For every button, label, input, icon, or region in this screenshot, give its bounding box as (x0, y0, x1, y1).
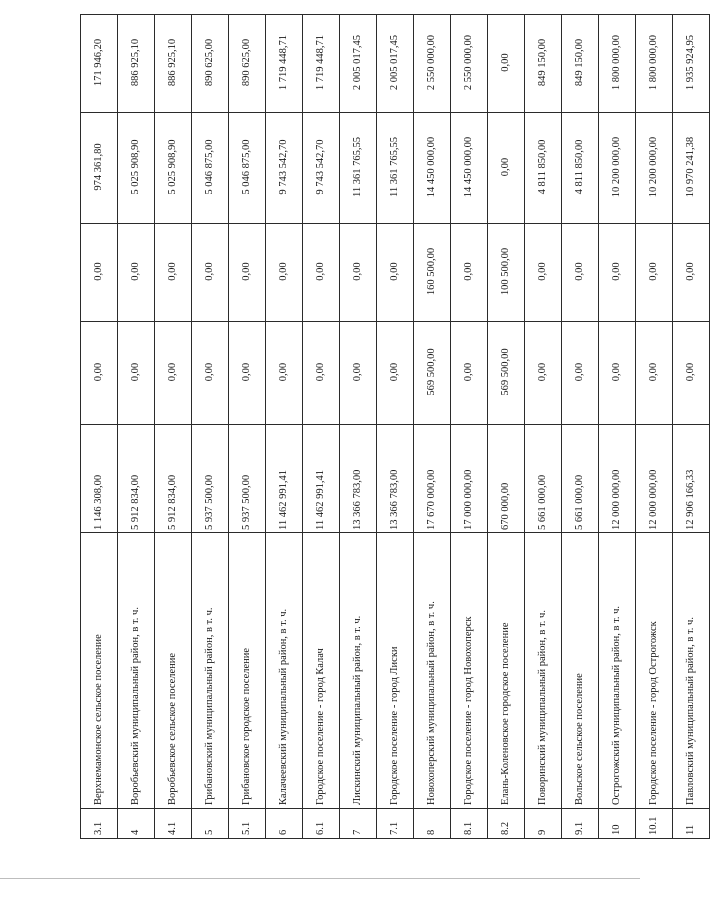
cell-v5: 886 925,10 (118, 15, 155, 113)
cell-v2: 0,00 (562, 322, 599, 425)
cell-v4: 5 046 875,00 (229, 113, 266, 224)
cell-v2: 0,00 (599, 322, 636, 425)
cell-v1: 11 462 991,41 (266, 425, 303, 533)
cell-name: Воробьевский муниципальный район, в т. ч. (118, 533, 155, 809)
cell-v2: 0,00 (155, 322, 192, 425)
cell-v5: 171 946,20 (81, 15, 118, 113)
cell-name: Воробьевское сельское поселение (155, 533, 192, 809)
cell-no: 6.1 (303, 809, 340, 839)
cell-name: Поворинский муниципальный район, в т. ч. (525, 533, 562, 809)
cell-no: 8 (414, 809, 451, 839)
cell-v1: 17 670 000,00 (414, 425, 451, 533)
cell-v2: 0,00 (340, 322, 377, 425)
cell-v4: 4 811 850,00 (525, 113, 562, 224)
cell-v5: 1 719 448,71 (303, 15, 340, 113)
cell-v4: 11 361 765,55 (340, 113, 377, 224)
cell-no: 10.1 (636, 809, 673, 839)
cell-v4: 5 046 875,00 (192, 113, 229, 224)
cell-name: Городское поселение - город Лиски (377, 533, 414, 809)
cell-v3: 100 500,00 (488, 224, 525, 322)
cell-v1: 11 462 991,41 (303, 425, 340, 533)
table-row (525, 15, 562, 839)
cell-v4: 0,00 (488, 113, 525, 224)
cell-v1: 1 146 308,00 (81, 425, 118, 533)
cell-no: 9 (525, 809, 562, 839)
cell-v2: 0,00 (377, 322, 414, 425)
table-body (81, 15, 710, 839)
cell-v1: 5 937 500,00 (229, 425, 266, 533)
table-row (414, 15, 451, 839)
cell-v3: 0,00 (562, 224, 599, 322)
cell-v3: 0,00 (525, 224, 562, 322)
cell-v4: 9 743 542,70 (303, 113, 340, 224)
table-row (451, 15, 488, 839)
cell-v5: 890 625,00 (192, 15, 229, 113)
cell-v3: 0,00 (340, 224, 377, 322)
cell-v2: 0,00 (266, 322, 303, 425)
cell-v1: 5 937 500,00 (192, 425, 229, 533)
cell-v2: 0,00 (451, 322, 488, 425)
cell-no: 8.2 (488, 809, 525, 839)
cell-v1: 12 000 000,00 (599, 425, 636, 533)
cell-name: Острогожский муниципальный район, в т. ч. (599, 533, 636, 809)
cell-no: 7 (340, 809, 377, 839)
cell-v2: 0,00 (673, 322, 710, 425)
cell-v2: 569 500,00 (488, 322, 525, 425)
cell-v1: 13 366 783,00 (340, 425, 377, 533)
cell-name: Городское поселение - город Новохоперск (451, 533, 488, 809)
table-row (81, 15, 118, 839)
cell-name: Лискинский муниципальный район, в т. ч. (340, 533, 377, 809)
cell-v5: 0,00 (488, 15, 525, 113)
cell-v5: 2 005 017,45 (340, 15, 377, 113)
cell-v1: 670 000,00 (488, 425, 525, 533)
cell-v1: 13 366 783,00 (377, 425, 414, 533)
cell-v5: 2 005 017,45 (377, 15, 414, 113)
cell-v3: 160 500,00 (414, 224, 451, 322)
cell-v3: 0,00 (81, 224, 118, 322)
table-row (192, 15, 229, 839)
cell-no: 7.1 (377, 809, 414, 839)
cell-v2: 0,00 (192, 322, 229, 425)
cell-name: Грибановское городское поселение (229, 533, 266, 809)
cell-no: 10 (599, 809, 636, 839)
cell-v1: 5 661 000,00 (525, 425, 562, 533)
cell-no: 4.1 (155, 809, 192, 839)
table-row (488, 15, 525, 839)
cell-v5: 2 550 000,00 (451, 15, 488, 113)
budget-table (80, 14, 710, 839)
table-row (155, 15, 192, 839)
cell-v1: 5 661 000,00 (562, 425, 599, 533)
table-row (118, 15, 155, 839)
table-row (599, 15, 636, 839)
cell-name: Калачеевский муниципальный район, в т. ч. (266, 533, 303, 809)
cell-v1: 5 912 834,00 (155, 425, 192, 533)
table-row (266, 15, 303, 839)
cell-v3: 0,00 (451, 224, 488, 322)
cell-v2: 0,00 (636, 322, 673, 425)
cell-v2: 0,00 (525, 322, 562, 425)
cell-name: Елань-Коленовское городское поселение (488, 533, 525, 809)
cell-v1: 12 000 000,00 (636, 425, 673, 533)
cell-name: Новохоперский муниципальный район, в т. ч. (414, 533, 451, 809)
page-bottom-rule (0, 878, 640, 879)
cell-v2: 569 500,00 (414, 322, 451, 425)
cell-v4: 5 025 908,90 (118, 113, 155, 224)
cell-v4: 4 811 850,00 (562, 113, 599, 224)
cell-v4: 14 450 000,00 (414, 113, 451, 224)
cell-v5: 1 719 448,71 (266, 15, 303, 113)
cell-v5: 1 935 924,95 (673, 15, 710, 113)
rotated-table-sheet (80, 34, 696, 839)
cell-v2: 0,00 (303, 322, 340, 425)
cell-no: 4 (118, 809, 155, 839)
cell-v5: 849 150,00 (525, 15, 562, 113)
table-row (636, 15, 673, 839)
cell-no: 11 (673, 809, 710, 839)
cell-v4: 974 361,80 (81, 113, 118, 224)
cell-no: 6 (266, 809, 303, 839)
cell-v3: 0,00 (118, 224, 155, 322)
cell-v5: 886 925,10 (155, 15, 192, 113)
cell-v3: 0,00 (377, 224, 414, 322)
cell-name: Павловский муниципальный район, в т. ч. (673, 533, 710, 809)
cell-v3: 0,00 (673, 224, 710, 322)
cell-no: 5 (192, 809, 229, 839)
table-row (303, 15, 340, 839)
cell-name: Городское поселение - город Острогожск (636, 533, 673, 809)
cell-v5: 890 625,00 (229, 15, 266, 113)
cell-name: Верхнемамонское сельское поселение (81, 533, 118, 809)
cell-v3: 0,00 (303, 224, 340, 322)
cell-v5: 2 550 000,00 (414, 15, 451, 113)
cell-v5: 1 800 000,00 (599, 15, 636, 113)
cell-v4: 11 361 765,55 (377, 113, 414, 224)
cell-v3: 0,00 (155, 224, 192, 322)
cell-v4: 9 743 542,70 (266, 113, 303, 224)
cell-v5: 849 150,00 (562, 15, 599, 113)
cell-no: 5.1 (229, 809, 266, 839)
cell-v4: 10 970 241,38 (673, 113, 710, 224)
cell-v3: 0,00 (636, 224, 673, 322)
table-row (229, 15, 266, 839)
cell-no: 8.1 (451, 809, 488, 839)
cell-v3: 0,00 (266, 224, 303, 322)
cell-v1: 5 912 834,00 (118, 425, 155, 533)
cell-name: Городское поселение - город Калач (303, 533, 340, 809)
cell-v2: 0,00 (118, 322, 155, 425)
cell-name: Грибановский муниципальный район, в т. ч. (192, 533, 229, 809)
cell-v4: 10 200 000,00 (599, 113, 636, 224)
cell-v3: 0,00 (599, 224, 636, 322)
cell-v1: 12 906 166,33 (673, 425, 710, 533)
cell-v2: 0,00 (81, 322, 118, 425)
cell-name: Вольское сельское поселение (562, 533, 599, 809)
cell-v4: 5 025 908,90 (155, 113, 192, 224)
table-row (340, 15, 377, 839)
table-row (562, 15, 599, 839)
cell-v1: 17 000 000,00 (451, 425, 488, 533)
cell-v5: 1 800 000,00 (636, 15, 673, 113)
cell-v3: 0,00 (229, 224, 266, 322)
cell-v2: 0,00 (229, 322, 266, 425)
cell-no: 9.1 (562, 809, 599, 839)
cell-no: 3.1 (81, 809, 118, 839)
table-row (377, 15, 414, 839)
cell-v4: 14 450 000,00 (451, 113, 488, 224)
table-row (673, 15, 710, 839)
cell-v4: 10 200 000,00 (636, 113, 673, 224)
cell-v3: 0,00 (192, 224, 229, 322)
